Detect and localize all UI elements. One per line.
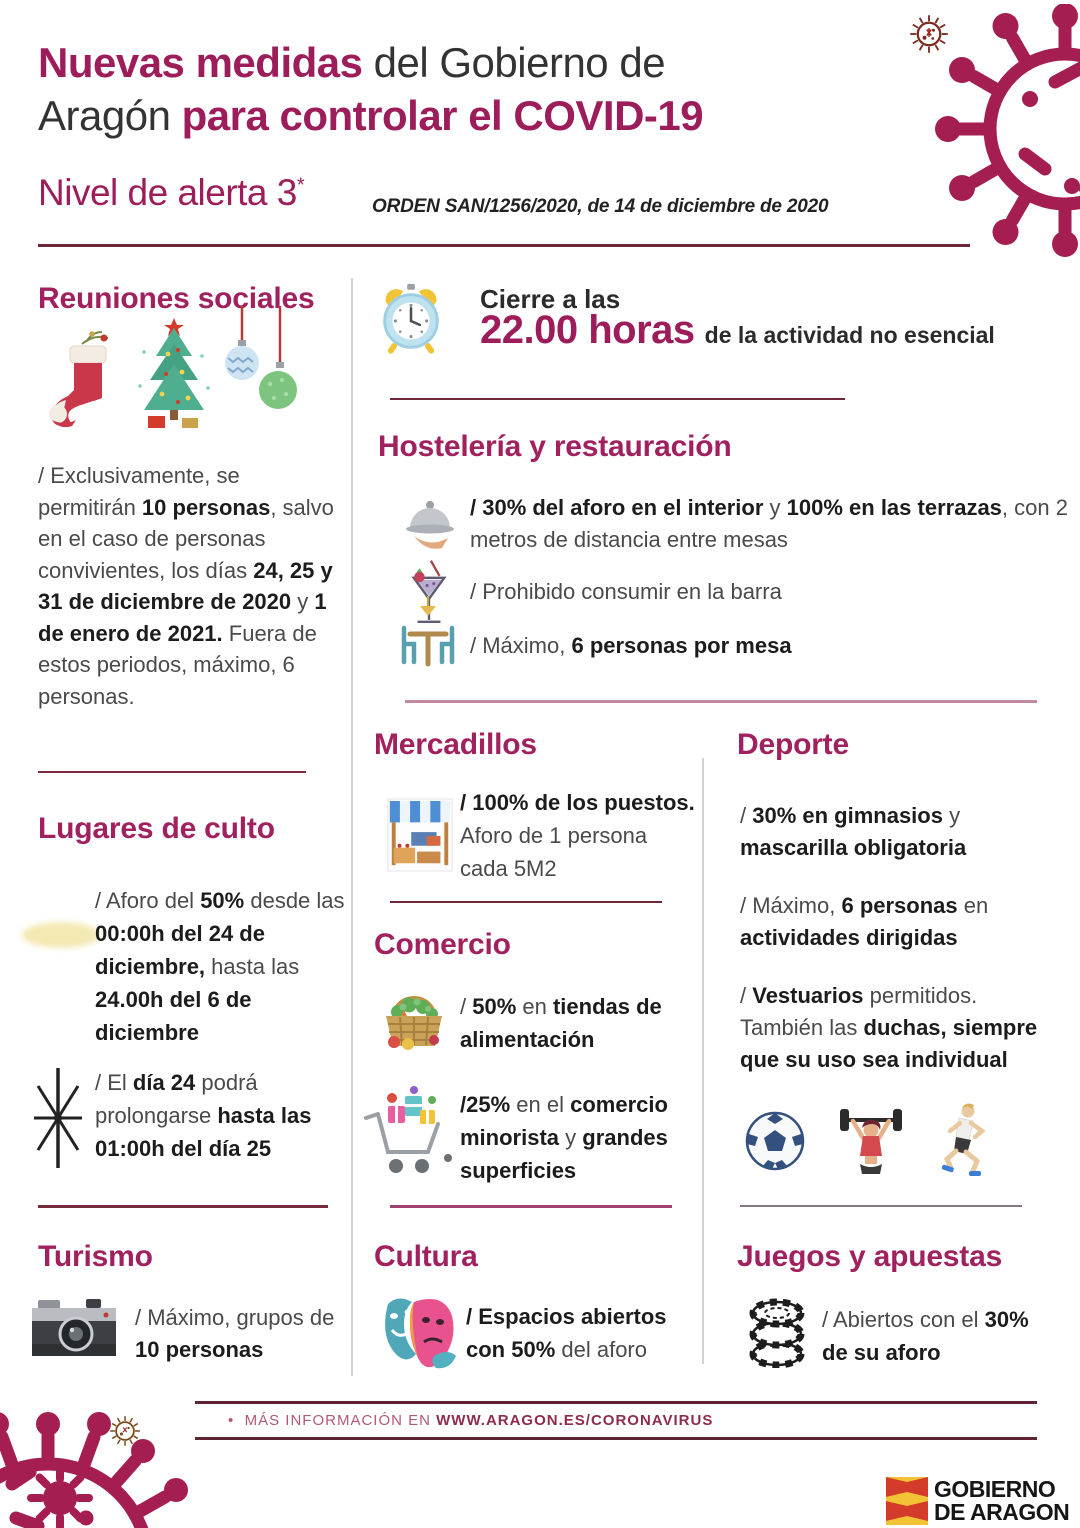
text-run: 24, 25 y 31 de diciembre de 2020: [38, 557, 333, 614]
text-run: en: [516, 994, 553, 1019]
text-run: /: [740, 983, 753, 1008]
text-run: /25%: [460, 1092, 511, 1117]
table-chairs-icon: [396, 594, 460, 674]
text-run: hasta las 01:00h del día 25: [95, 1103, 312, 1161]
juegos-text: [822, 1303, 1052, 1369]
title-accent-1: Nuevas medidas: [38, 39, 363, 86]
text-run: , salvo en el caso de personas convivientes, los días: [38, 494, 334, 583]
text-run: comercio minorista: [460, 1092, 668, 1150]
closure-prefix: Cierre a las: [480, 284, 621, 314]
text-run: del aforo: [555, 1337, 647, 1362]
text-run: 6 personas por mesa: [571, 633, 792, 658]
text-run: 10 personas: [135, 1337, 264, 1362]
serving-dish-icon: [402, 488, 458, 552]
text-run: / Exclusivamente, se permitirán: [38, 463, 240, 520]
market-stall-icon: [384, 796, 456, 876]
section-title-hosteleria: Hostelería y restauración: [378, 430, 732, 463]
camera-icon: [30, 1296, 118, 1364]
theater-masks-icon: [378, 1290, 460, 1378]
reuniones-rule: [38, 771, 306, 773]
title-accent-2: para controlar el COVID-19: [181, 92, 704, 139]
text-run: duchas, siempre que su uso sea individual: [740, 1015, 1038, 1072]
deporte-item-2: [740, 890, 1050, 954]
text-run: 100% en las terrazas: [786, 495, 1002, 520]
section-title-cultura: Cultura: [374, 1240, 478, 1273]
text-run: 00:00h del 24 de diciembre,: [95, 921, 265, 979]
hosteleria-item-2: [470, 576, 1068, 608]
cultura-rule: [390, 1205, 672, 1208]
footer-bullet: •: [228, 1412, 235, 1429]
deporte-item-1: [740, 800, 1050, 864]
footer-info-url: WWW.ARAGON.ES/CORONAVIRUS: [436, 1412, 714, 1429]
text-run: / Espacios abiertos con 50%: [466, 1304, 667, 1362]
text-run: Aforo de 1 persona cada 5M2: [460, 823, 648, 881]
section-title-deporte: Deporte: [737, 728, 849, 761]
text-run: día 24: [132, 1070, 196, 1095]
deporte-item-3: [740, 980, 1055, 1076]
aragon-flag-icon: [886, 1477, 928, 1525]
hosteleria-item-3: [470, 630, 1068, 662]
text-run: en el: [510, 1092, 571, 1117]
text-run: 50%: [472, 994, 517, 1019]
section-title-reuniones: Reuniones sociales: [38, 282, 315, 315]
text-run: y: [559, 1125, 583, 1150]
turismo-text: [135, 1302, 360, 1366]
text-run: 6 personas: [841, 893, 958, 918]
text-run: 24.00h del 6 de diciembre: [95, 987, 252, 1045]
text-run: , con 2 metros de distancia entre mesas: [470, 495, 1068, 552]
mercadillos-rule: [390, 901, 662, 903]
text-run: desde las: [244, 888, 345, 913]
christmas-tree-icon: [132, 316, 216, 436]
christmas-stocking-icon: [42, 326, 122, 434]
comercio-item-1: [460, 990, 710, 1056]
footer-rule-top: [195, 1401, 1037, 1404]
footer-info-plain: MÁS INFORMACIÓN EN: [244, 1412, 437, 1429]
section-title-mercadillos: Mercadillos: [374, 728, 537, 761]
closure-line: [480, 308, 1070, 353]
runner-icon: [928, 1100, 992, 1180]
text-run: / El: [95, 1070, 133, 1095]
text-run: tiendas de alimentación: [460, 994, 662, 1052]
alert-level-asterisk: *: [296, 174, 305, 197]
middle-row-rule: [405, 700, 1037, 703]
food-basket-icon: [376, 984, 452, 1056]
big-virus-icon: [880, 4, 1080, 264]
section-title-comercio: Comercio: [374, 928, 511, 961]
text-run: y: [291, 589, 315, 614]
text-run: 30% de su aforo: [822, 1307, 1029, 1365]
alert-level: [38, 172, 304, 214]
text-run: mascarilla obligatoria: [740, 835, 967, 860]
vertical-rule-left: [351, 278, 353, 1376]
text-run: actividades dirigidas: [740, 925, 958, 950]
hosteleria-item-1: [470, 492, 1068, 556]
text-run: y: [763, 495, 787, 520]
closure-rule: [390, 398, 845, 400]
section-title-culto: Lugares de culto: [38, 812, 275, 845]
header-rule: [38, 244, 970, 247]
text-run: Vestuarios: [752, 983, 864, 1008]
alert-level-text: Nivel de alerta 3: [38, 172, 297, 213]
text-run: / 30% del aforo en el interior: [470, 495, 764, 520]
text-run: podrá prolongarse: [95, 1070, 258, 1128]
text-run: grandes superficies: [460, 1125, 668, 1183]
text-run: y: [942, 803, 961, 828]
text-run: /: [740, 803, 753, 828]
title-rest-1: del Gobierno de: [362, 39, 666, 86]
government-logo-text: [934, 1478, 1069, 1524]
footer-info: [228, 1412, 713, 1429]
culto-item-2: [95, 1066, 363, 1165]
title-rest-2: Aragón: [38, 92, 182, 139]
shopping-cart-icon: [362, 1086, 456, 1186]
mercadillos-text: [460, 786, 695, 885]
text-run: / Aforo del: [95, 888, 201, 913]
cultura-text: [466, 1300, 698, 1366]
footer-rule-bottom: [195, 1437, 1037, 1440]
turismo-rule: [38, 1205, 328, 1208]
text-run: 1 de enero de 2021.: [38, 589, 327, 646]
alarm-clock-icon: [372, 280, 450, 360]
closure-suffix: de la actividad no esencial: [704, 322, 995, 348]
text-run: / Máximo, grupos de: [135, 1305, 335, 1330]
christmas-star-icon: [30, 1068, 86, 1168]
juegos-rule: [740, 1205, 1022, 1207]
text-run: / 100% de los puestos.: [460, 790, 695, 815]
reuniones-text: [38, 460, 340, 712]
text-run: hasta las: [205, 954, 300, 979]
weightlifter-icon: [836, 1102, 906, 1178]
text-run: permitidos. También las: [740, 983, 978, 1040]
text-run: 50%: [200, 888, 245, 913]
casino-chips-icon: [748, 1296, 806, 1368]
text-run: /: [460, 994, 473, 1019]
soccer-ball-icon: [744, 1110, 806, 1172]
logo-line-1: GOBIERNO: [934, 1476, 1056, 1502]
text-run: / Máximo,: [470, 633, 572, 658]
candle-light-icon: [22, 922, 100, 948]
text-run: / Abiertos con el: [822, 1307, 985, 1332]
page-title: [38, 36, 868, 142]
culto-item-1: [95, 884, 353, 1049]
text-run: / Prohibido consumir en la barra: [470, 579, 782, 604]
christmas-ornaments-icon: [222, 306, 300, 432]
closure-time: 22.00 horas: [480, 308, 695, 352]
text-run: Fuera de estos periodos, máximo, 6 personas.: [38, 620, 317, 709]
order-reference: ORDEN SAN/1256/2020, de 14 de diciembre de 2020: [372, 196, 829, 217]
section-title-turismo: Turismo: [38, 1240, 153, 1273]
small-virus-bottom-icon: [106, 1412, 144, 1450]
comercio-item-2: [460, 1088, 705, 1187]
text-run: 30% en gimnasios: [752, 803, 943, 828]
logo-line-2: DE ARAGON: [934, 1499, 1070, 1525]
vertical-rule-right: [702, 758, 704, 1364]
text-run: en: [957, 893, 989, 918]
section-title-juegos: Juegos y apuestas: [737, 1240, 1003, 1273]
text-run: 10 personas: [141, 494, 271, 520]
text-run: / Máximo,: [740, 893, 842, 918]
